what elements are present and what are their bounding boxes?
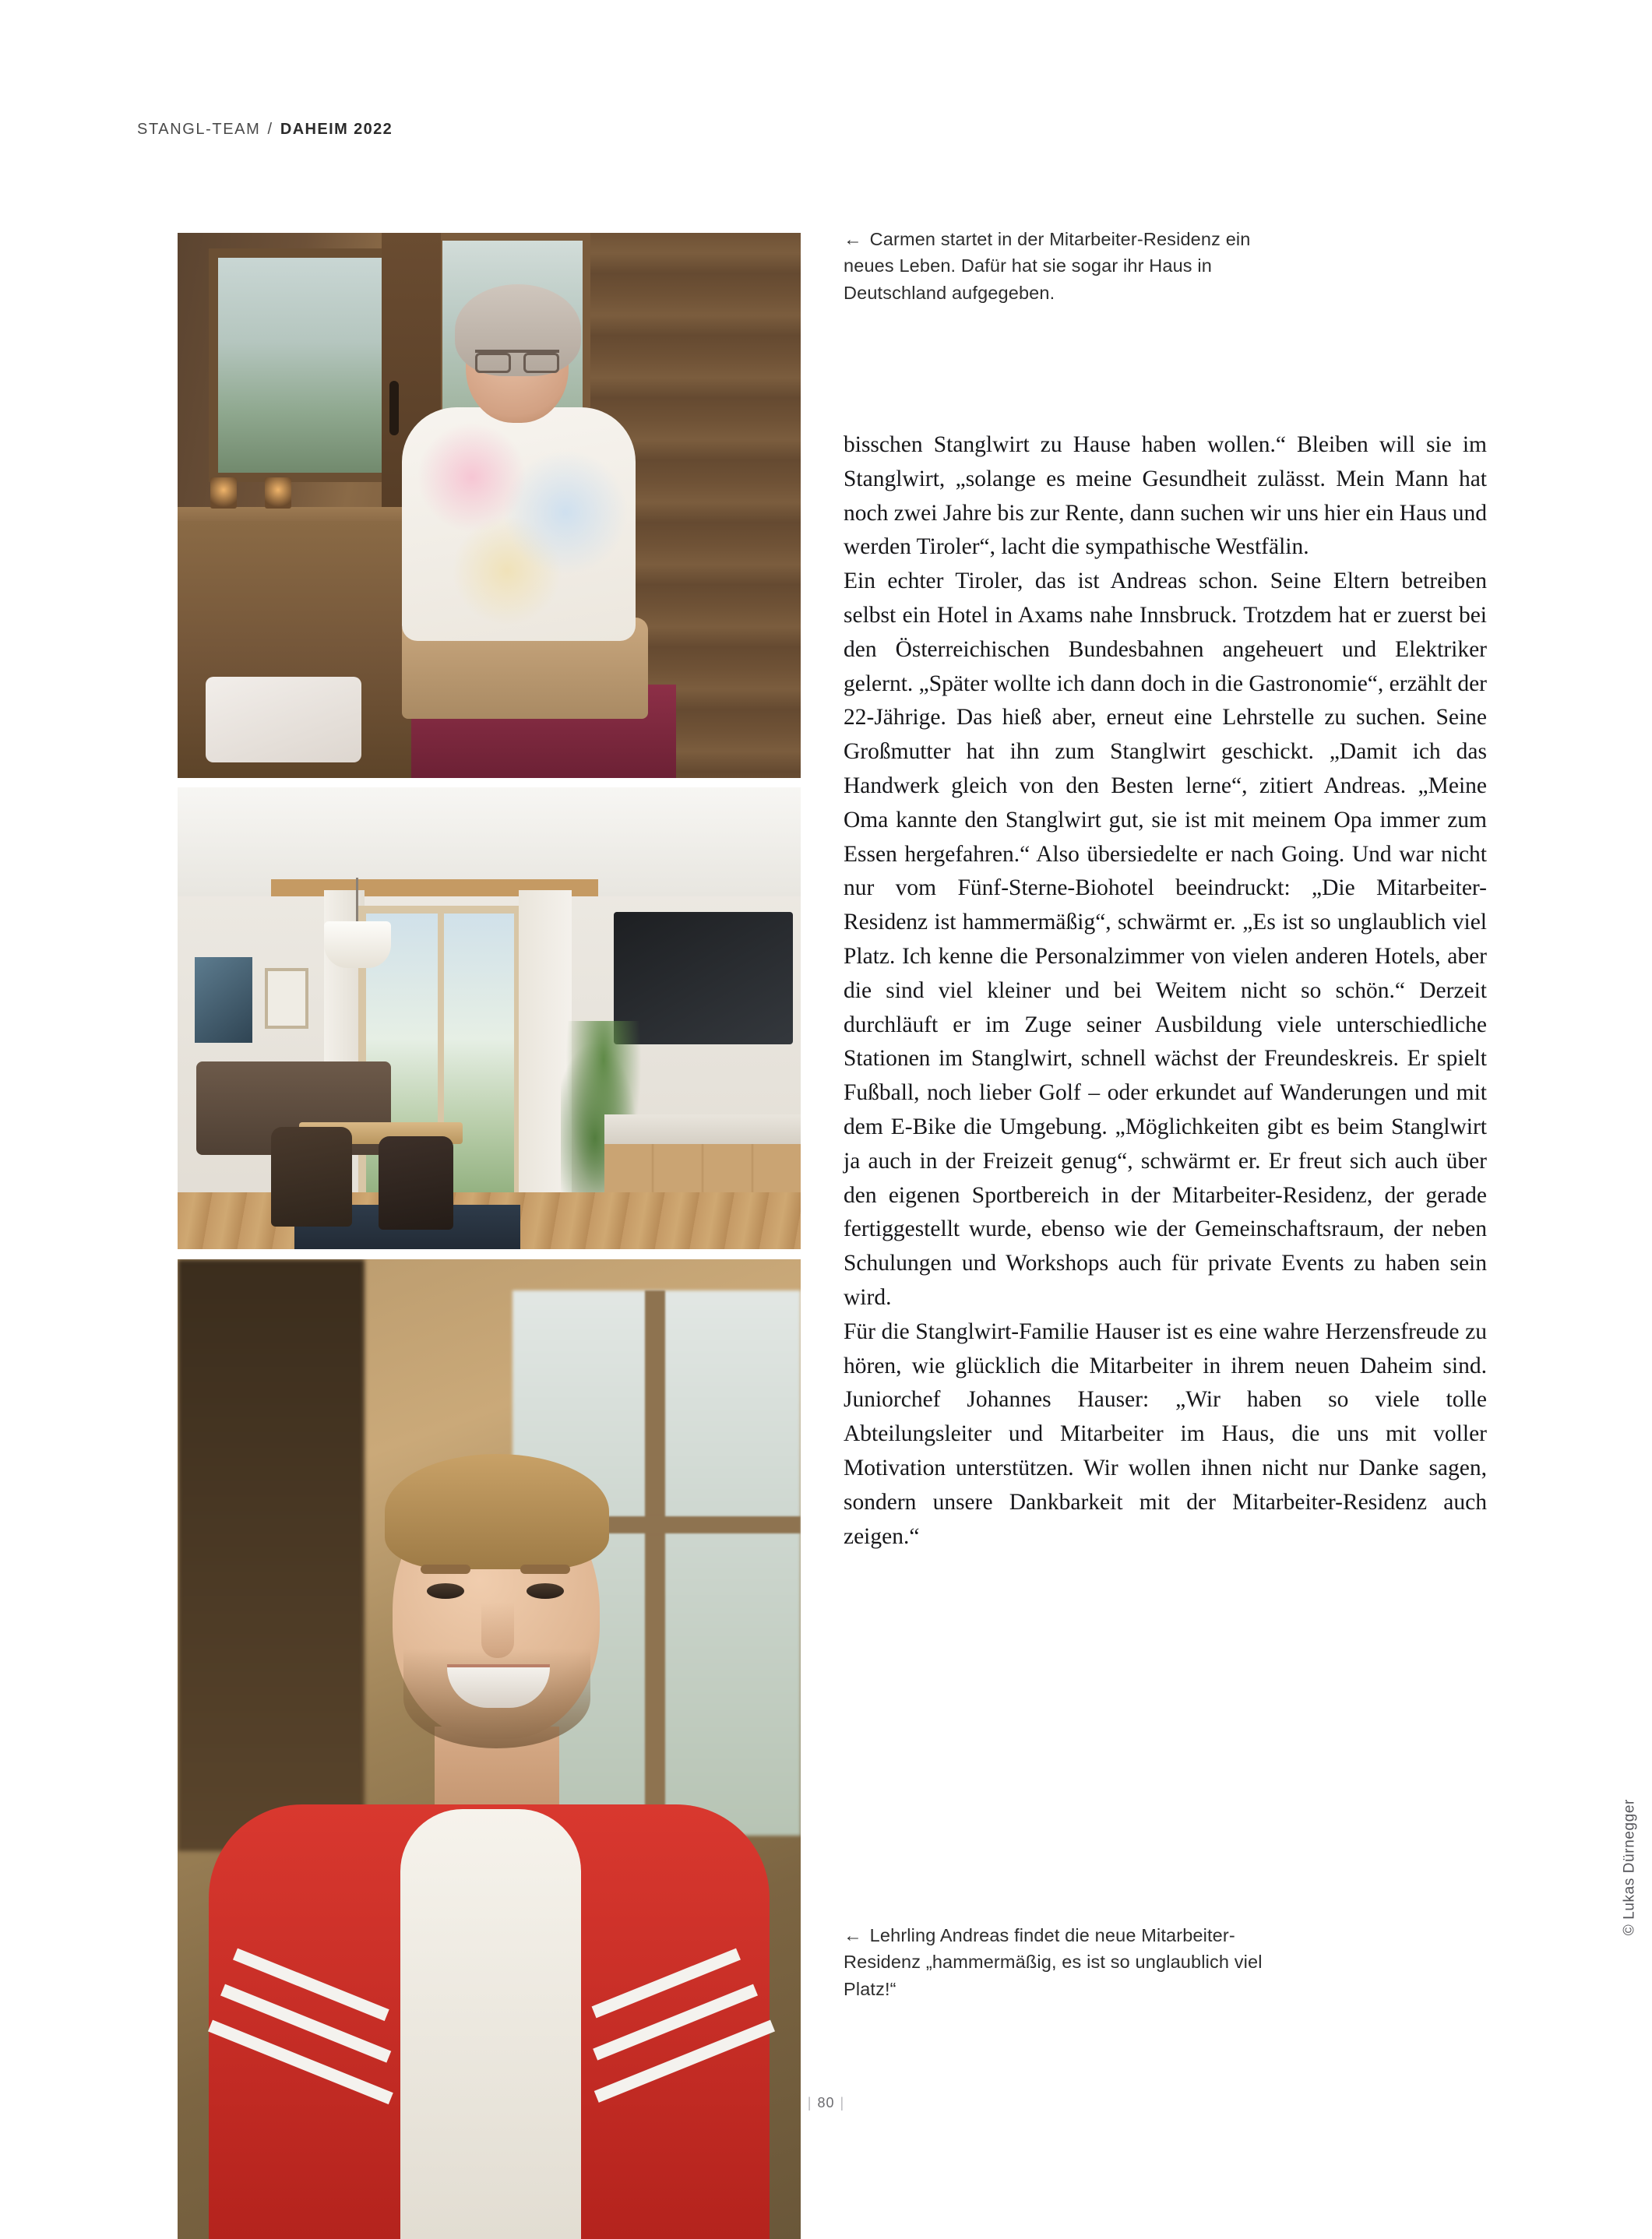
photo-carmen xyxy=(178,233,801,778)
photo-apartment xyxy=(178,787,801,1249)
photo-andreas xyxy=(178,1259,801,2239)
body-paragraph: Für die Stanglwirt-Familie Hauser ist es eine wahre Herzensfreude zu hören, wie glücklich die Mitarbeiter in ihrem neuen Daheim sind. Juniorchef Johannes Hauser: „Wir haben so viele tolle Abteilungsleiter und Mitarbeiter im Haus, die uns mit voller Motivation unterstützen. Wir wollen ihnen nicht nur Danke sagen, sondern unsere Dankbarkeit mit der Mitarbeiter-Residenz auch zeigen.“ xyxy=(844,1318,1487,1549)
caption-top xyxy=(844,226,1280,306)
photo-carmen-window-left xyxy=(209,248,403,482)
photo-andreas-eyebrow-left xyxy=(421,1565,470,1574)
photo-carmen-cushion xyxy=(206,677,361,762)
caption-bottom-text: Lehrling Andreas findet die neue Mitarbeiter-Residenz „hammermäßig, es ist so unglaublich viel Platz!“ xyxy=(844,1925,1263,1999)
page-number: 80 xyxy=(817,2095,835,2111)
photo-apartment-pendant-lamp xyxy=(324,921,391,968)
photo-carmen-candle-one xyxy=(210,477,237,509)
photo-andreas-shirt xyxy=(400,1809,581,2239)
photo-apartment-chair-two xyxy=(379,1136,453,1230)
photo-andreas-eye-right xyxy=(527,1583,564,1599)
caption-top-text: Carmen startet in der Mitarbeiter-Residenz ein neues Leben. Dafür hat sie sogar ihr Haus in Deutschland aufgegeben. xyxy=(844,229,1251,303)
photo-andreas-window-mullion-vertical xyxy=(645,1290,665,1836)
photo-apartment-lamp-cord xyxy=(356,878,358,924)
photo-andreas-nose xyxy=(481,1602,514,1658)
body-paragraph: Ein echter Tiroler, das ist Andreas schon. Seine Eltern betreiben selbst ein Hotel in Axams nahe Innsbruck. Trotzdem hat er zuerst bei den Österreichischen Bundesbahnen angeheuert und Elektriker gelernt. „Später wollte ich dann doch in die Gastronomie“, erzählt der 22-Jährige. Das hieß aber, erneut eine Lehrstelle zu suchen. Seine Großmutter hat ihn zum Stanglwirt geschickt. „Damit ich das Handwerk gleich von den Besten lerne“, zitiert Andreas. „Meine Oma kannte den Stanglwirt gut, sie ist mit meinem Opa immer zum Essen hergefahren.“ Also übersiedelte er nach Going. Und war nicht nur vom Fünf-Sterne-Biohotel beeindruckt: „Die Mitarbeiter-Residenz ist hammermäßig“, schwärmt er. „Es ist so unglaublich viel Platz. Ich kenne die Personalzimmer von vielen anderen Hotels, aber die sind viel kleiner und bei Weitem nicht so schön.“ Derzeit durchläuft er im Zuge seiner Ausbildung viele unterschiedliche Stationen im Stanglwirt, schnell wächst der Freundeskreis. Er spielt Fußball, noch lieber Golf – oder erkundet auf Wanderungen und mit dem E-Bike die Umgebung. „Möglichkeiten gibt es beim Stanglwirt ja auch in der Freizeit genug“, schwärmt er. Er freut sich auch über den eigenen Sportbereich in der Mitarbeiter-Residenz, der gerade fertiggestellt wurde, ebenso wie der Gemeinschaftsraum, der neben Schulungen und Workshops auch für private Events zu haben sein wird. xyxy=(844,569,1487,1310)
photo-carmen-door-handle xyxy=(389,381,399,435)
running-head-separator: / xyxy=(267,121,273,138)
running-head xyxy=(137,121,393,139)
caption-bottom xyxy=(844,1922,1280,2002)
photo-credit: © Lukas Dürnegger xyxy=(1621,1799,1637,1936)
photo-carmen-blouse xyxy=(402,407,636,641)
folio-rule-left: | xyxy=(807,2095,812,2111)
photo-andreas-eyebrow-right xyxy=(520,1565,570,1574)
photo-apartment-kitchen-counter xyxy=(604,1114,801,1146)
arrow-left-icon: ← xyxy=(844,229,862,249)
photo-carmen-glasses xyxy=(475,350,559,370)
running-head-issue: DAHEIM 2022 xyxy=(280,121,393,138)
photo-apartment-artwork-two xyxy=(265,968,308,1029)
photo-carmen-candle-two xyxy=(265,477,291,509)
page-folio xyxy=(0,2095,1652,2111)
arrow-left-icon: ← xyxy=(844,1925,862,1945)
folio-rule-right: | xyxy=(840,2095,845,2111)
photo-andreas-hair xyxy=(385,1454,609,1569)
article-body xyxy=(844,428,1487,1554)
photo-andreas-eye-left xyxy=(427,1583,464,1599)
photo-andreas-wood-panel xyxy=(178,1259,365,1851)
photo-apartment-chair-one xyxy=(271,1127,352,1227)
photo-apartment-artwork-one xyxy=(195,957,252,1043)
body-paragraph: bisschen Stanglwirt zu Hause haben wollen.“ Bleiben will sie im Stanglwirt, „solange es meine Gesundheit zulässt. Mein Mann hat noch zwei Jahre bis zur Rente, dann suchen wir uns hier ein Haus und werden Tiroler“, lacht die sympathische Westfälin. xyxy=(844,432,1487,560)
running-head-brand: STANGL-TEAM xyxy=(137,121,261,138)
